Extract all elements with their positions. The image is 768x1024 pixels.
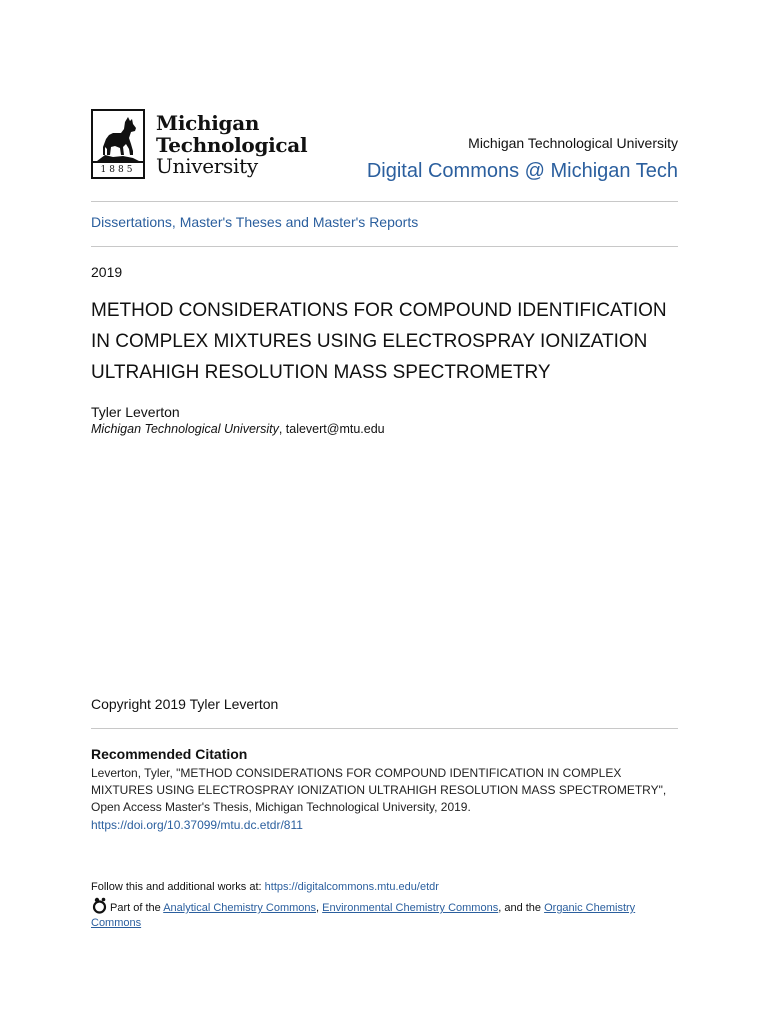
divider [91,728,678,729]
header-right [367,134,678,185]
publication-year: 2019 [91,264,123,280]
follow-label: Follow this and additional works at: [91,881,265,893]
author-affiliation [91,421,385,437]
header [91,108,678,182]
logo-line-1: Michigan [156,111,260,135]
logo-line-3: University [156,154,258,178]
divider [91,246,678,247]
logo-year: 1885 [93,161,143,177]
husky-icon [93,111,143,165]
part-of-line [91,897,678,931]
part-of-separator: , and the [498,902,545,914]
collection-link[interactable]: Dissertations, Master's Theses and Master's Reports [91,214,419,230]
husky-emblem [91,109,145,179]
divider [91,201,678,202]
follow-url-link[interactable]: https://digitalcommons.mtu.edu/etdr [264,881,439,893]
part-of-separator: , [316,902,323,914]
organic-chemistry-link[interactable]: Organic Chemistry Commons [91,902,636,929]
follow-line [91,879,439,895]
copyright-notice: Copyright 2019 Tyler Leverton [91,696,279,712]
document-title: METHOD CONSIDERATIONS FOR COMPOUND IDENTIFICATION IN COMPLEX MIXTURES USING ELECTROSPRAY IONIZATION ULTRAHIGH RESOLUTION MASS SPECTROMETRY [91,300,667,383]
author-email: , talevert@mtu.edu [278,422,385,436]
logo-line-2: Technological [156,133,308,157]
environmental-chemistry-link[interactable]: Environmental Chemistry Commons [322,902,499,914]
affiliation-institution: Michigan Technological University [91,422,279,436]
university-logo[interactable] [91,108,308,182]
recommended-citation-text: Leverton, Tyler, "METHOD CONSIDERATIONS FOR COMPOUND IDENTIFICATION IN COMPLEX MIXTURES USING ELECTROSPRAY IONIZATION ULTRAHIGH RESOLUTION MASS SPECTROMETRY", Open Access Master's Thesis, Michigan Technological University, 2019. [91,766,667,814]
doi-link[interactable]: https://doi.org/10.37099/mtu.dc.etdr/811 [91,818,303,832]
institution-name: Michigan Technological University [468,135,678,151]
cover-page [91,0,678,1024]
logo-wordmark [156,112,307,177]
author-name: Tyler Leverton [91,404,180,420]
repository-link[interactable]: Digital Commons @ Michigan Tech [366,160,678,182]
network-icon [91,897,108,914]
part-of-prefix: Part of the [110,902,164,914]
recommended-citation-heading: Recommended Citation [91,746,248,762]
analytical-chemistry-link[interactable]: Analytical Chemistry Commons [163,902,317,914]
